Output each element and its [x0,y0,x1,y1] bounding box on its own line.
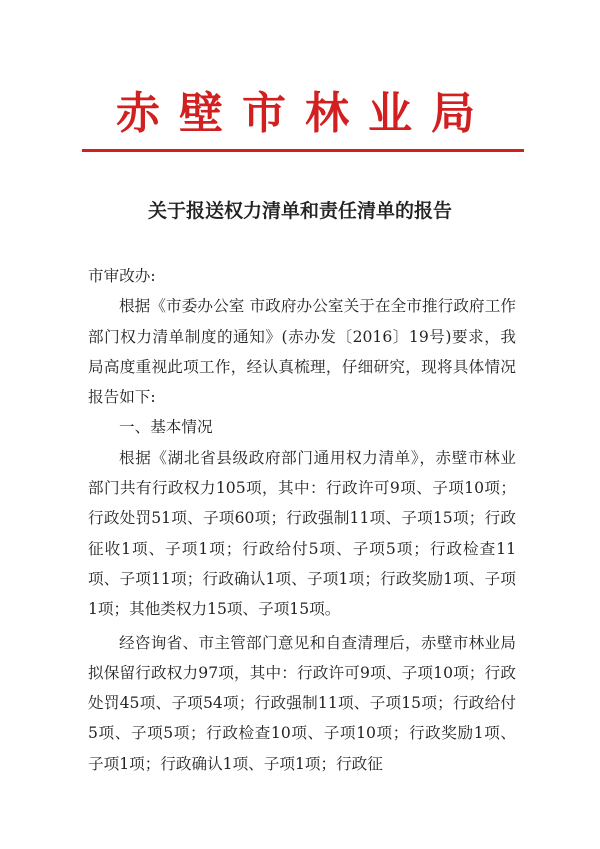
letterhead: 赤壁市林业局 [116,88,494,139]
body-paragraph-1: 根据《湖北省县级政府部门通用权力清单》，赤壁市林业部门共有行政权力105项，其中：行政许可9项、子项10项；行政处罚51项、子项60项；行政强制11项、子项15项；行政征收1项、子项1项；行政给付5项、子项5项；行政检查11项、子项11项；行政确认1项、子项1项；行政奖励1项、子项1项；其他类权力15项、子项15项。 [88,448,516,619]
section-heading: 一、基本情况 [119,418,213,437]
document-body [88,261,516,779]
intro-paragraph: 根据《市委办公室 市政府办公室关于在全市推行政府工作部门权力清单制度的通知》(赤办发〔2016〕19号)要求，我局高度重视此项工作，经认真梳理，仔细研究，现将具体情况报告如下: [88,297,516,407]
body-paragraph-2: 经咨询省、市主管部门意见和自查清理后，赤壁市林业局拟保留行政权力97项，其中：行政许可9项、子项10项；行政处罚45项、子项54项；行政强制11项、子项15项；行政给付5项、子项5项；行政检查10项、子项10项；行政奖励1项、子项1项；行政确认1项、子项1项；行政征 [88,633,516,773]
document-title: 关于报送权力清单和责任清单的报告 [147,200,452,222]
red-divider-line [82,149,524,152]
addressee: 市审改办: [88,267,156,285]
